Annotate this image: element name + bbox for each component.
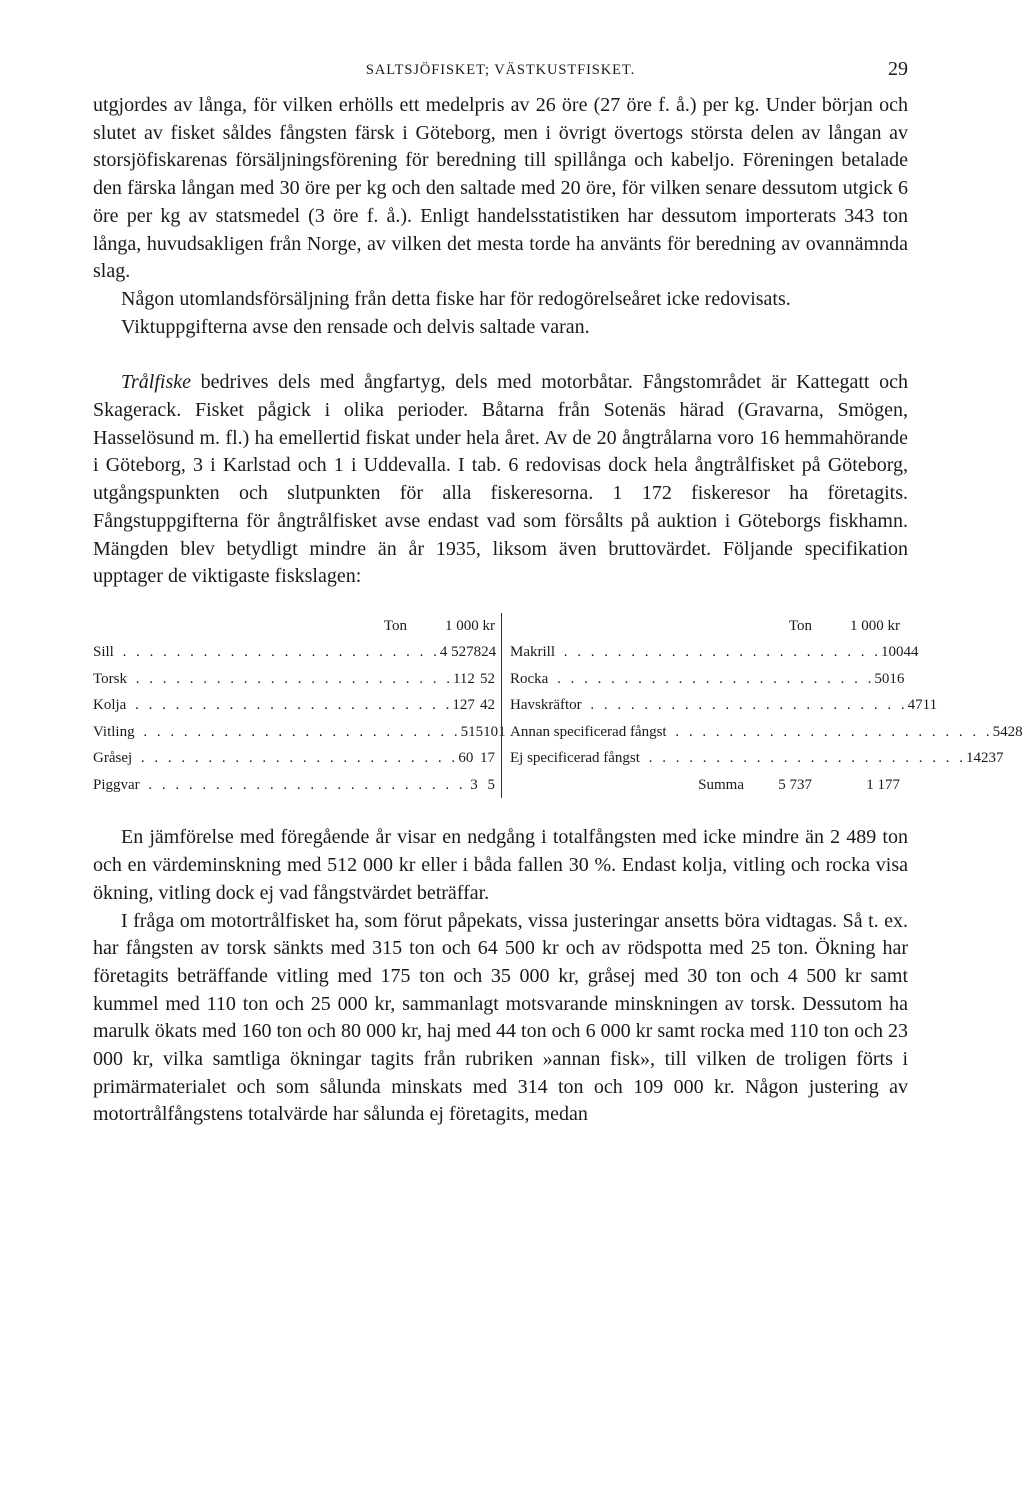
species-name-cell [502,639,881,666]
table-total-row [502,772,906,799]
table-row [502,719,1023,746]
species-name-cell [502,666,874,693]
value-cell: 44 [903,644,919,661]
leader-dots: . . . . . . . . . . . . . . . . . . . . . . . . [550,670,875,687]
species-name: Havskräftor [510,697,582,714]
column-header-value: 1 000 kr [850,617,900,634]
paragraph: Viktuppgifterna avse den rensade och delvis saltade varan. [121,315,590,338]
leader-dots: . . . . . . . . . . . . . . . . . . . . . . . . [141,776,466,793]
ton-cell: 4 527 [439,644,474,661]
catch-table [93,613,1023,799]
ton-cell: 54 [992,723,1008,740]
ton-cell: 112 [452,670,475,687]
paragraph: En jämförelse med föregående år visar en nedgång i totalfångsten med icke mindre än 2 489 ton och en värdeminskning med 512 000 kr eller i båda fallen 30 %. Endast kolja, vitling och rocka visa ökning, vitling dock ej vad fångstvärdet beträffar. [93,826,908,904]
value-cell: 42 [480,697,495,714]
table-header-row [93,613,501,640]
species-name-cell [93,639,440,666]
leader-dots: . . . . . . . . . . . . . . . . . . . . . . . . [115,644,440,661]
paragraph: Någon utomlandsförsäljning från detta fiske har för redogörelseåret icke redovisats. [121,287,791,310]
value-cell: 52 [480,670,495,687]
ton-cell: 142 [965,750,989,767]
catch-table-left-column [93,613,506,799]
value-cell: 101 [483,723,506,740]
table-row [93,772,501,799]
species-name-cell [502,692,908,719]
trawl-text: bedrives dels med ångfartyg, dels med motorbåtar. Fångstområdet är Kattegatt och Skagerack. Fisket pågick i olika perioder. Båtarna från Sotenäs härad (Gravarna, Smögen, Hasselösund m. fl.) ha emellertid fiskat under hela året. Av de 20 ångtrålarna voro 16 hemmahörande i Göteborg, 3 i Karlstad och 1 i Uddevalla. I tab. 6 redovisas dock hela ångtrålfisket på Göteborg, utgångspunkten och slutpunkten för alla fiskeresorna. 1 172 fiskeresor ha företagits. Fångstuppgifterna för ångtrålfisket avse endast vad som försålts på auktion i Göteborgs fiskhamn. Mängden blev betydligt mindre än år 1935, liksom även bruttovärdet. Följande specifikation upptager de viktigaste fiskslagen: [93,371,908,588]
total-ton: 5 737 [778,776,812,793]
species-name-cell [502,745,966,772]
value-cell: 824 [473,644,497,661]
leader-dots: . . . . . . . . . . . . . . . . . . . . . . . . [641,750,966,767]
ton-cell: 127 [452,697,475,714]
leader-dots: . . . . . . . . . . . . . . . . . . . . . . . . [128,670,453,687]
section-lead: Trålfiske [121,371,192,394]
ton-cell: 3 [470,776,478,793]
leader-dots: . . . . . . . . . . . . . . . . . . . . . . . . [557,644,881,661]
leader-dots: . . . . . . . . . . . . . . . . . . . . . . . . [668,723,993,740]
body-text [93,92,1023,1129]
paragraph: I fråga om motortrålfisket ha, som förut påpekats, vissa justeringar ansetts böra vidtagas. Så t. ex. har fångsten av torsk sänkts med 315 ton och 64 500 kr och av rödspotta med 25 ton. Ökning har företagits beträffande vitling med 175 ton och 35 000 kr, gråsej med 30 ton och 4 500 kr samt kummel med 110 ton och 25 000 kr, sammanlagt motsvarande minskningen av torsk. Dessutom ha marulk ökats med 160 ton och 80 000 kr, haj med 44 ton och 6 000 kr samt rocka med 110 ton och 23 000 kr, vilka samtliga ökningar tagits från rubriken »annan fisk», till vilken de troligen förts i primärmaterialet och som sålunda minskats med 314 ton och 109 000 kr. Någon justering av motortrålfångstens totalvärde har sålunda ej företagits, medan [93,909,908,1126]
species-name-cell [93,719,461,746]
species-name: Ej specificerad fångst [510,750,640,767]
trawl-paragraph [93,369,908,591]
total-label: Summa [698,776,744,793]
species-name-cell [93,666,453,693]
species-name-cell [93,745,458,772]
ton-cell: 47 [907,697,923,714]
running-header [93,58,908,82]
table-row [93,745,501,772]
page-number: 29 [888,58,908,80]
species-name-cell [93,692,452,719]
column-header-ton: Ton [788,617,812,634]
running-title: SALTSJÖFISKET; VÄSTKUSTFISKET. [365,62,636,78]
value-cell: 16 [889,670,905,687]
ton-cell: 515 [460,723,484,740]
species-name-cell [93,772,466,799]
species-name: Sill [93,644,114,661]
paragraph: utgjordes av långa, för vilken erhölls ett medelpris av 26 öre (27 öre f. å.) per kg. Under början och slutet av fisket såldes fångsten färsk i Göteborg, men i övrigt övertogs största delen av långan av storsjöfiskarenas försäljningsförening för beredning till spillånga och kabeljo. Föreningen betalade den färska långan med 30 öre per kg och den saltade med 20 öre, för vilken senare dessutom utgick 6 öre per kg av statsmedel (3 öre f. å.). Enligt handelsstatistiken har dessutom importerats 343 ton långa, huvudsakligen från Norge, av vilken det mesta torde ha använts för beredning av ovannämnda slag. [93,94,908,283]
ton-cell: 50 [874,670,890,687]
table-row [93,639,501,666]
total-value: 1 177 [866,776,900,793]
table-row [502,666,906,693]
table-row [502,639,919,666]
column-header-ton: Ton [383,617,407,634]
table-row [502,692,938,719]
value-cell: 11 [922,697,938,714]
table-row [93,666,501,693]
species-name-cell [502,719,993,746]
species-name: Torsk [93,670,127,687]
species-name: Gråsej [93,750,133,767]
species-name: Vitling [93,723,135,740]
catch-table-right-column [501,613,1023,799]
table-header-row [502,613,906,640]
leader-dots: . . . . . . . . . . . . . . . . . . . . . . . . [128,697,453,714]
leader-dots: . . . . . . . . . . . . . . . . . . . . . . . . [136,723,461,740]
value-cell: 28 [1007,723,1023,740]
table-row [502,745,1004,772]
value-cell: 5 [487,776,495,793]
table-row [93,692,501,719]
species-name: Rocka [510,670,549,687]
species-name: Makrill [510,644,555,661]
column-header-value: 1 000 kr [445,617,495,634]
table-row [93,719,506,746]
value-cell: 37 [988,750,1004,767]
ton-cell: 100 [881,644,904,661]
ton-cell: 60 [458,750,474,767]
species-name: Piggvar [93,776,140,793]
leader-dots: . . . . . . . . . . . . . . . . . . . . . . . . [134,750,459,767]
species-name: Annan specificerad fångst [510,723,667,740]
leader-dots: . . . . . . . . . . . . . . . . . . . . . . . . [583,697,908,714]
value-cell: 17 [480,750,495,767]
species-name: Kolja [93,697,127,714]
